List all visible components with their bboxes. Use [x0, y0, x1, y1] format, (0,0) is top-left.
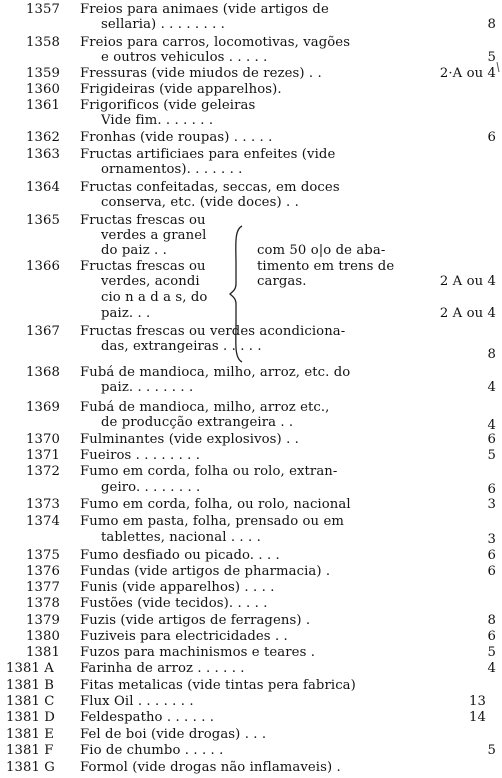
- entry-value: 4: [487, 661, 496, 676]
- entry-number: 1371: [26, 448, 60, 463]
- entry-value: 3: [487, 532, 496, 547]
- entry-text: Fructas frescas ou: [80, 259, 206, 274]
- entry-text: Fructas confeitadas, seccas, em doces: [80, 180, 340, 195]
- entry-value: 8: [487, 347, 496, 362]
- entry-number: 1381 A: [6, 661, 54, 676]
- entry-number: 1377: [26, 580, 60, 595]
- entry-value: 4: [487, 418, 496, 433]
- entry-text: Fueiros . . . . . . . .: [80, 448, 201, 463]
- entry-value: 13: [469, 694, 486, 709]
- entry-number: 1362: [26, 130, 60, 145]
- entry-value: 5: [487, 645, 496, 660]
- entry-value: 3: [487, 497, 496, 512]
- entry-number: 1364: [26, 180, 60, 195]
- entry-text: ornamentos). . . . . . .: [101, 162, 243, 177]
- entry-text: Funis (vide apparelhos) . . . .: [80, 580, 275, 595]
- entry-value: 2 A ou 4: [439, 274, 496, 289]
- entry-text: Flux Oil . . . . . . .: [80, 694, 194, 709]
- entry-text: paiz. . . . . . . .: [101, 380, 194, 395]
- shared-note: cargas.: [257, 274, 307, 289]
- entry-number: 1363: [26, 147, 60, 162]
- entry-text: Frigideiras (vide apparelhos).: [80, 82, 282, 97]
- entry-text: cio n a d a s, do: [101, 290, 208, 305]
- entry-number: 1375: [26, 548, 60, 563]
- entry-value: 5: [487, 50, 496, 65]
- entry-value: 8: [487, 17, 496, 32]
- entry-text: Fumo em corda, folha ou rolo, extran-: [80, 464, 338, 479]
- entry-text: das, extrangeiras . . . . .: [101, 339, 262, 354]
- entry-value: 6: [487, 548, 496, 563]
- entry-value: 8: [487, 613, 496, 628]
- entry-number: 1359: [26, 66, 60, 81]
- entry-number: 1360: [26, 82, 60, 97]
- entry-text: Feldespatho . . . . . .: [80, 710, 215, 725]
- entry-text: conserva, etc. (vide doces) . .: [101, 195, 299, 210]
- entry-number: 1369: [26, 400, 60, 415]
- entry-value: 14: [469, 710, 486, 725]
- entry-text: Fustões (vide tecidos). . . . .: [80, 596, 268, 611]
- entry-text: Fronhas (vide roupas) . . . . .: [80, 130, 273, 145]
- entry-value: 6: [487, 482, 496, 497]
- entry-text: de producção extrangeira . .: [101, 415, 294, 430]
- entry-text: Fuziveis para electricidades . .: [80, 629, 288, 644]
- entry-text: Fitas metalicas (vide tintas pera fabrica): [80, 678, 356, 693]
- entry-number: 1381 E: [6, 727, 54, 742]
- entry-text: Fubá de mandioca, milho, arroz, etc. do: [80, 365, 351, 380]
- entry-text: e outros vehiculos . . . . .: [101, 50, 268, 65]
- entry-value: 2 A ou 4: [439, 306, 496, 321]
- shared-note: com 50 o|o de aba-: [257, 243, 386, 258]
- entry-text: Fulminantes (vide explosivos) . .: [80, 432, 299, 447]
- entry-value: 4: [487, 380, 496, 395]
- entry-value: 6: [487, 564, 496, 579]
- entry-number: 1381 B: [6, 678, 55, 693]
- entry-text: Fumo em corda, folha, ou rolo, nacional: [80, 497, 351, 512]
- margin-mark: [496, 62, 500, 72]
- entry-value: 6: [487, 629, 496, 644]
- entry-number: 1372: [26, 464, 60, 479]
- entry-text: Frigorificos (vide geleiras: [80, 98, 256, 113]
- entry-text: verdes a granel: [101, 228, 207, 243]
- entry-number: 1381 D: [6, 710, 55, 725]
- entry-text: Fumo em pasta, folha, prensado ou em: [80, 514, 344, 529]
- entry-number: 1380: [26, 629, 60, 644]
- entry-number: 1381 G: [6, 760, 55, 775]
- entry-text: Freios para animaes (vide artigos de: [80, 2, 329, 17]
- entry-text: Fructas artificiaes para enfeites (vide: [80, 147, 336, 162]
- entry-number: 1381 C: [6, 694, 55, 709]
- entry-text: verdes, acondi: [101, 274, 200, 289]
- entry-number: 1366: [26, 259, 60, 274]
- entry-text: Fel de boi (vide drogas) . . .: [80, 727, 267, 742]
- entry-number: 1370: [26, 432, 60, 447]
- entry-text: Freios para carros, locomotivas, vagões: [80, 35, 351, 50]
- entry-text: geiro. . . . . . . .: [101, 480, 201, 495]
- entry-text: Fio de chumbo . . . . .: [80, 743, 224, 758]
- entry-value: 5: [487, 743, 496, 758]
- entry-value: 6: [487, 432, 496, 447]
- entry-text: Fructas frescas ou: [80, 213, 206, 228]
- entry-number: 1381: [26, 645, 60, 660]
- entry-text: sellaria) . . . . . . . .: [101, 17, 225, 32]
- entry-number: 1368: [26, 365, 60, 380]
- entry-text: paiz. . .: [101, 306, 151, 321]
- entry-text: Fuzos para machinismos e teares .: [80, 645, 316, 660]
- entry-text: do paiz . .: [101, 243, 167, 258]
- entry-text: Vide fim. . . . . . .: [101, 113, 214, 128]
- entry-number: 1358: [26, 35, 60, 50]
- entry-number: 1379: [26, 613, 60, 628]
- entry-number: 1373: [26, 497, 60, 512]
- entry-text: Fumo desfiado ou picado. . . .: [80, 548, 280, 563]
- entry-number: 1357: [26, 2, 60, 17]
- entry-number: 1361: [26, 98, 60, 113]
- entry-text: Fressuras (vide miudos de rezes) . .: [80, 66, 322, 81]
- entry-number: 1374: [26, 514, 60, 529]
- entry-number: 1367: [26, 324, 60, 339]
- entry-number: 1381 F: [6, 743, 54, 758]
- entry-text: Farinha de arroz . . . . . .: [80, 661, 245, 676]
- entry-number: 1365: [26, 213, 60, 228]
- entry-text: Formol (vide drogas não inflamaveis) .: [80, 760, 341, 775]
- entry-number: 1378: [26, 596, 60, 611]
- entry-text: Fubá de mandioca, milho, arroz etc.,: [80, 400, 330, 415]
- entry-text: tablettes, nacional . . . .: [101, 530, 261, 545]
- shared-note: timento em trens de: [257, 259, 395, 274]
- entry-value: 6: [487, 130, 496, 145]
- entry-text: Fundas (vide artigos de pharmacia) .: [80, 564, 331, 579]
- entry-value: 2·A ou 4: [439, 66, 496, 81]
- entry-number: 1376: [26, 564, 60, 579]
- entry-text: Fuzis (vide artigos de ferragens) .: [80, 613, 311, 628]
- entry-text: Fructas frescas ou verdes acondiciona-: [80, 324, 346, 339]
- entry-value: 5: [487, 448, 496, 463]
